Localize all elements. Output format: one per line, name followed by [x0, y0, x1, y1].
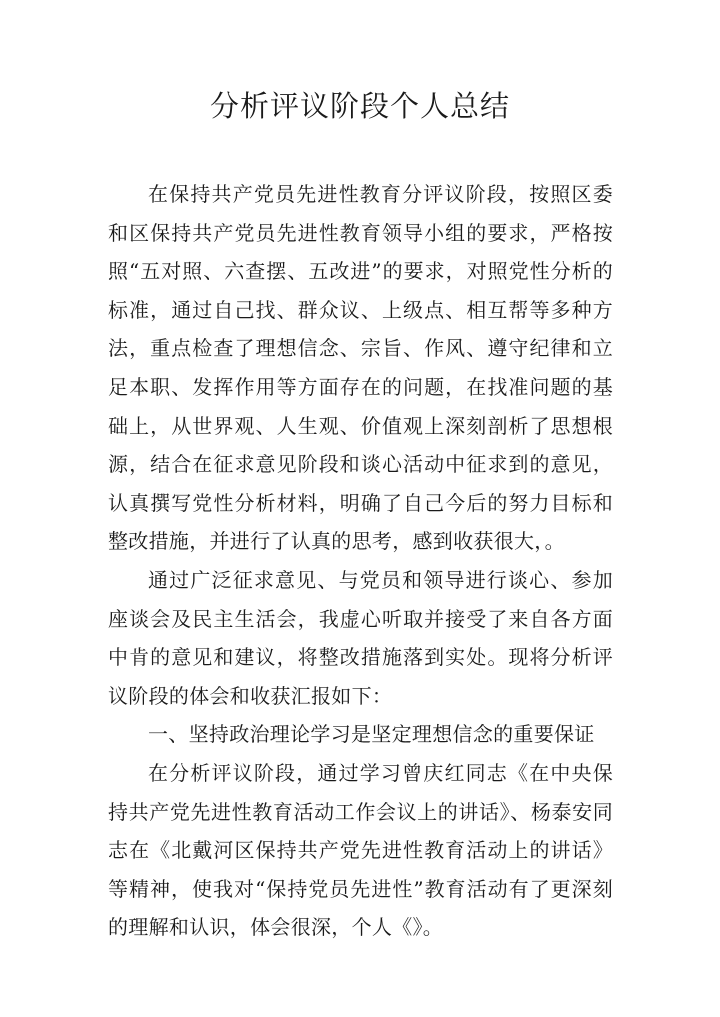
- document-body: [108, 175, 613, 947]
- document-title: 分析评议阶段个人总结: [209, 89, 510, 123]
- paragraph-feedback: 通过广泛征求意见、与党员和领导进行谈心、参加座谈会及民主生活会，我虚心听取并接受了来自各方面中肯的意见和建议，将整改措施落到实处。现将分析评议阶段的体会和收获汇报如下：: [108, 567, 613, 708]
- paragraph-intro: 在保持共产党员先进性教育分评议阶段，按照区委和区保持共产党员先进性教育领导小组的要求，严格按照“五对照、六查摆、五改进”的要求，对照党性分析的标准，通过自己找、群众议、上级点、相互帮等多种方法，重点检查了理想信念、宗旨、作风、遵守纪律和立足本职、发挥作用等方面存在的问题，在找准问题的基础上，从世界观、人生观、价值观上深刻剖析了思想根源，结合在征求意见阶段和谈心活动中征求到的意见，认真撰写党性分析材料，明确了自己今后的努力目标和整改措施，并进行了认真的思考，感到收获很大，。: [108, 182, 613, 554]
- paragraph-study: 在分析评议阶段，通过学习曾庆红同志《在中央保持共产党先进性教育活动工作会议上的讲话》、杨泰安同志在《北戴河区保持共产党先进性教育活动上的讲话》等精神，使我对“保持党员先进性”教育活动有了更深刻的理解和认识，体会很深，个人《》。: [108, 760, 613, 940]
- section-heading-1: 一、坚持政治理论学习是坚定理想信念的重要保证: [148, 722, 595, 747]
